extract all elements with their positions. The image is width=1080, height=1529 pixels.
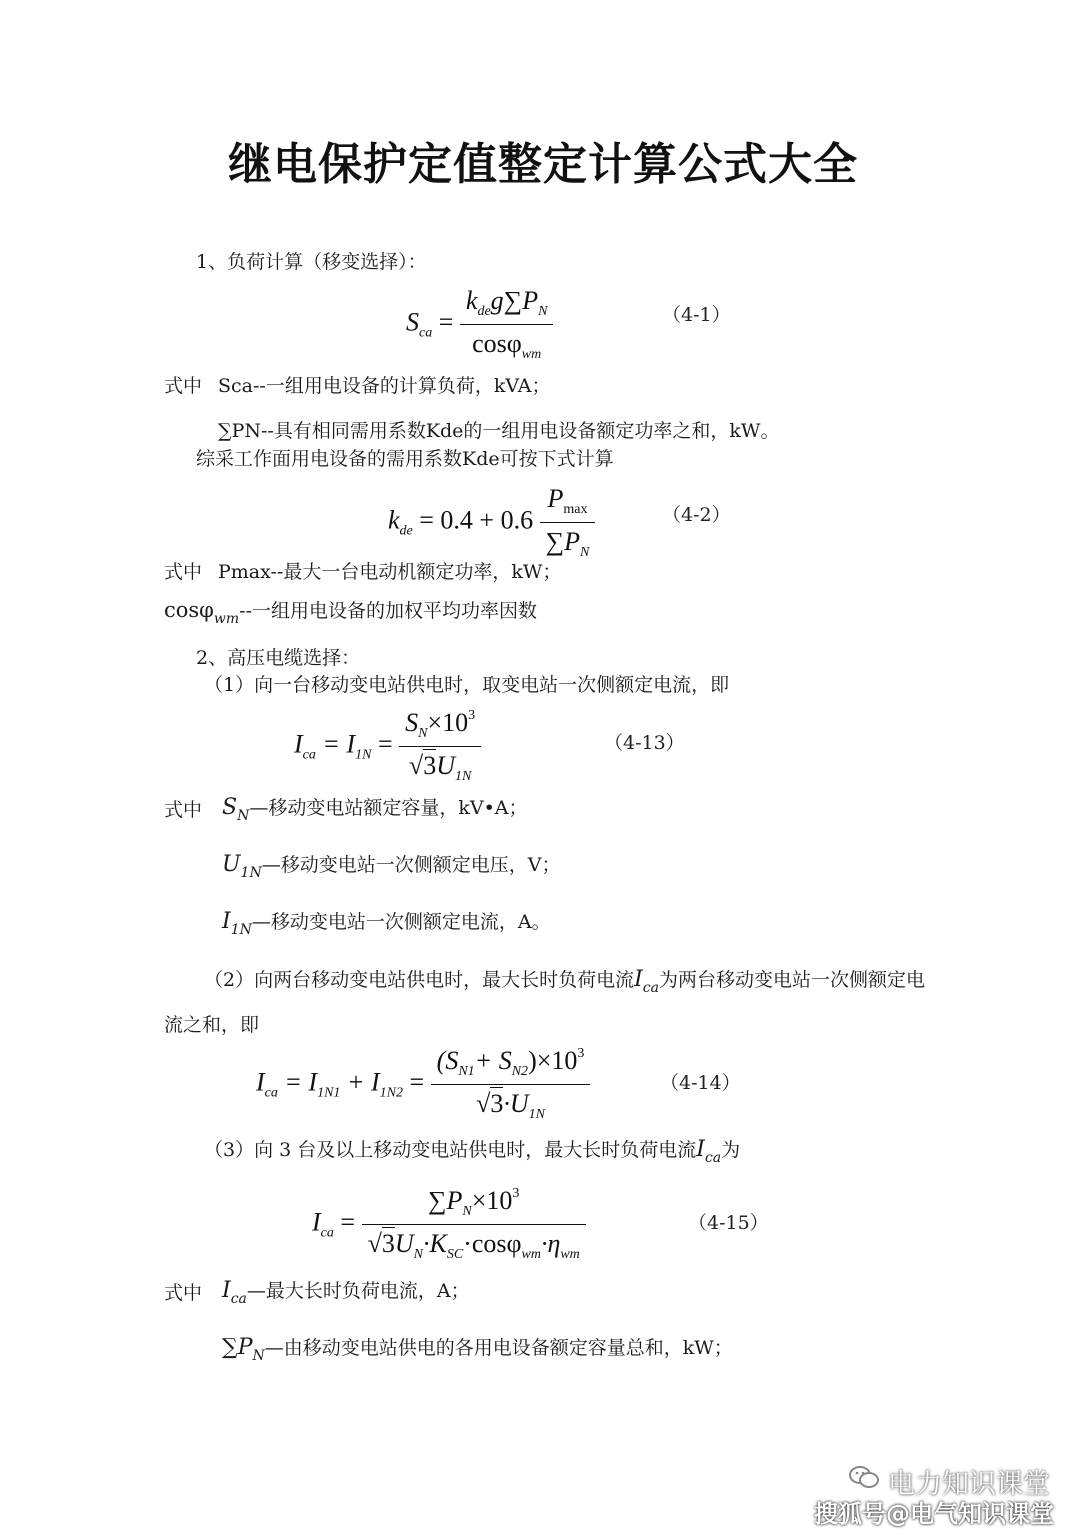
equation-number-4-2: （4-2） xyxy=(662,504,731,526)
watermark-channel-name: 电力知识课堂 xyxy=(888,1462,1050,1501)
definition-cos-phi: cosφ$_{wm}$--一组用电设备的加权平均功率因数 xyxy=(164,598,537,627)
where-label: 式中 xyxy=(164,799,203,821)
definition-pmax: Pmax--最大一台电动机额定功率，kW； xyxy=(218,561,562,583)
definition-sum-pn: ∑PN--具有相同需用系数Kde的一组用电设备额定功率之和，kW。 xyxy=(218,420,780,442)
case3-text: （3）向 3 台及以上移动变电站供电时，最大长时负荷电流$I_{ca}$为 xyxy=(204,1137,741,1166)
case2-text-line1: （2）向两台移动变电站供电时，最大长时负荷电流$I_{ca}$为两台移动变电站一次侧额定电 xyxy=(204,967,925,996)
equation-number-4-1: （4-1） xyxy=(662,304,731,326)
formula-4-13: $I_{ca} = I_{1N}$ = $\frac{S_N\times 10^3}{√3U_{1N}}$ xyxy=(294,708,481,785)
case2-text-line2: 流之和，即 xyxy=(164,1014,260,1036)
equation-number-4-13: （4-13） xyxy=(604,732,685,754)
definition-sca: Sca--一组用电设备的计算负荷，kVA； xyxy=(218,375,551,397)
definition-ica: $I_{ca}—$最大长时负荷电流，A； xyxy=(222,1278,470,1307)
where-label: 式中 xyxy=(164,561,203,583)
where-label: 式中 xyxy=(164,375,203,397)
formula-4-2: $k_{de} = 0.4 + 0.6$ $\frac{P_{max}}{\sum P_N}$ xyxy=(388,484,595,561)
case1-text: （1）向一台移动变电站供电时，取变电站一次侧额定电流，即 xyxy=(204,674,730,696)
section2-heading: 2、高压电缆选择： xyxy=(196,647,361,669)
wechat-icon xyxy=(848,1464,880,1490)
equation-number-4-14: （4-14） xyxy=(660,1072,741,1094)
definition-sum-pn-2: $\sum P_N—$由移动变电站供电的各用电设备额定容量总和，kW； xyxy=(222,1335,733,1364)
definition-u1n: $U_{1N}—$移动变电站一次侧额定电压，V； xyxy=(222,852,561,881)
kde-intro: 综采工作面用电设备的需用系数Kde可按下式计算 xyxy=(196,448,614,470)
equation-number-4-15: （4-15） xyxy=(688,1212,769,1234)
section1-heading: 1、负荷计算（移变选择）： xyxy=(196,251,427,273)
formula-4-15: $I_{ca}$ = $\frac{\sum P_N\times 10^3}{√3U_N\cdot K_{SC}\cdot\cos\varphi_{wm}\cdot\eta_{wm}}$ xyxy=(312,1186,586,1263)
formula-4-14: $I_{ca} = I_{1N1} + I_{1N2}$ = $\frac{(S_{N1}+ S_{N2})\times 10^3}{√3\cdot U_{1N}}$ xyxy=(256,1046,590,1123)
definition-i1n: $I_{1N}—$移动变电站一次侧额定电流，A。 xyxy=(222,909,551,938)
watermark-source: 搜狐号@电气知识课堂 xyxy=(814,1500,1054,1528)
formula-4-1: $S_{ca}$ = $\frac{k_{de}g\sum P_N}{\cos\varphi_{wm}}$ xyxy=(406,286,553,363)
definition-sn: $S_N—$移动变电站额定容量，kV•A； xyxy=(222,795,528,824)
document-title: 继电保护定值整定计算公式大全 xyxy=(228,139,858,190)
where-label: 式中 xyxy=(164,1282,203,1304)
